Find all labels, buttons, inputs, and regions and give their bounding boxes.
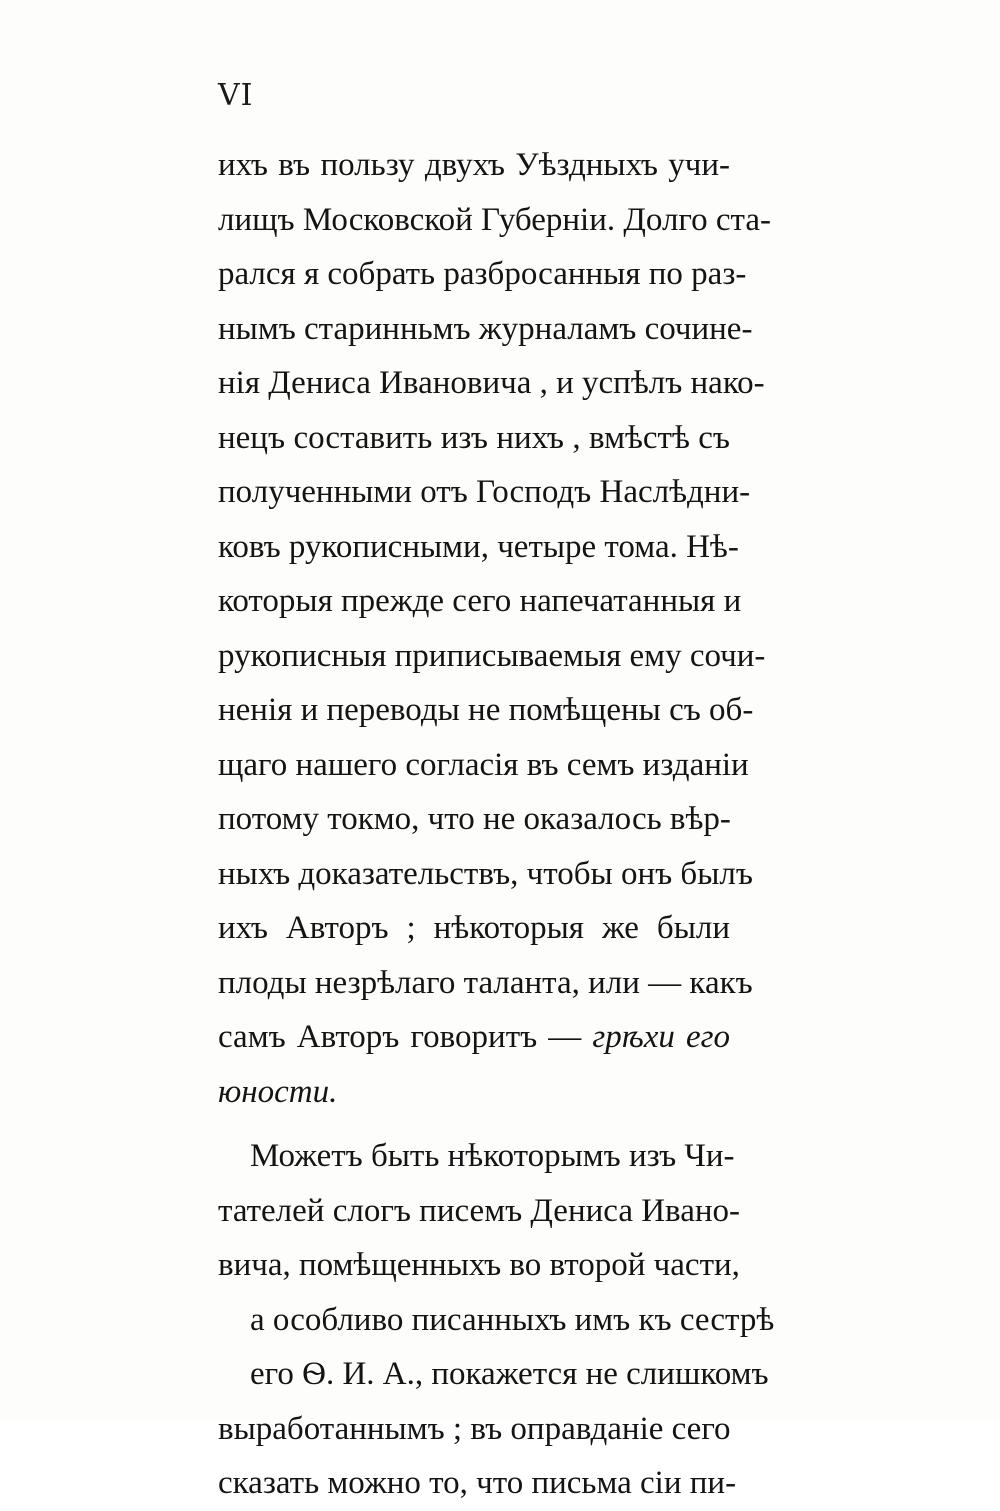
text-line-italic: [218, 1065, 730, 1120]
text-line-mixed: [218, 1010, 730, 1065]
text-line: нымъ старинньмъ журналамъ сочине-: [218, 310, 753, 347]
paragraph-gap: [218, 1119, 730, 1129]
text-line: ковъ рукописными, четыре тома. Нѣ-: [218, 528, 739, 565]
text-line: тателей слогъ писемъ Дениса Ивано-: [218, 1192, 740, 1229]
paragraph-1: [218, 138, 771, 1119]
text-line: а особливо писанныхъ имъ къ сестрѣ: [250, 1301, 775, 1338]
text-line: сказать можно то, что письма сіи пи-: [218, 1465, 737, 1501]
text-line: выработаннымъ ; въ оправданіе сего: [218, 1410, 731, 1447]
text-line: ныхъ доказательствъ, чтобы онъ былъ: [218, 855, 753, 892]
text-line: ихъ въ пользу двухъ Уѣздныхъ учи-: [218, 147, 730, 183]
text-line: щаго нашего согласія въ семъ изданіи: [218, 746, 749, 783]
text-italic: юности.: [218, 1073, 338, 1110]
text-line: нецъ составить изъ нихъ , вмѣстѣ съ: [218, 419, 730, 456]
text-line: его Ѳ. И. А., покажется не слишкомъ: [250, 1356, 769, 1392]
text-line: ненія и переводы не помѣщены съ об-: [218, 692, 754, 728]
text-line: которыя прежде сего напечатанныя и: [218, 583, 742, 619]
text-line: потому токмо, что не оказалось вѣр-: [218, 801, 731, 837]
text-line: нія Дениса Ивановича , и успѣлъ нако-: [218, 365, 765, 401]
text-line: лищъ Московской Губерніи. Долго ста-: [218, 201, 771, 238]
text-normal: самъ Авторъ говоритъ —: [218, 1019, 582, 1055]
paragraph-2: [218, 1129, 775, 1511]
text-line: Можетъ быть нѣкоторымъ изъ Чи-: [250, 1138, 735, 1174]
page-number: VI: [218, 78, 254, 113]
text-line: вича, помѣщенныхъ во второй части,: [218, 1247, 740, 1283]
text-line: рался я собрать разбросанныя по раз-: [218, 256, 747, 292]
text-line: плоды незрѣлаго таланта, или — какъ: [218, 964, 753, 1001]
text-line: рукописныя приписываемыя ему сочи-: [218, 637, 766, 674]
body-text: [218, 138, 775, 1511]
text-line: полученными отъ Господъ Наслѣдни-: [218, 474, 751, 510]
text-line: ихъ Авторъ ; нѣкоторыя же были: [218, 910, 730, 946]
text-italic: грѣхи его: [592, 1019, 731, 1055]
